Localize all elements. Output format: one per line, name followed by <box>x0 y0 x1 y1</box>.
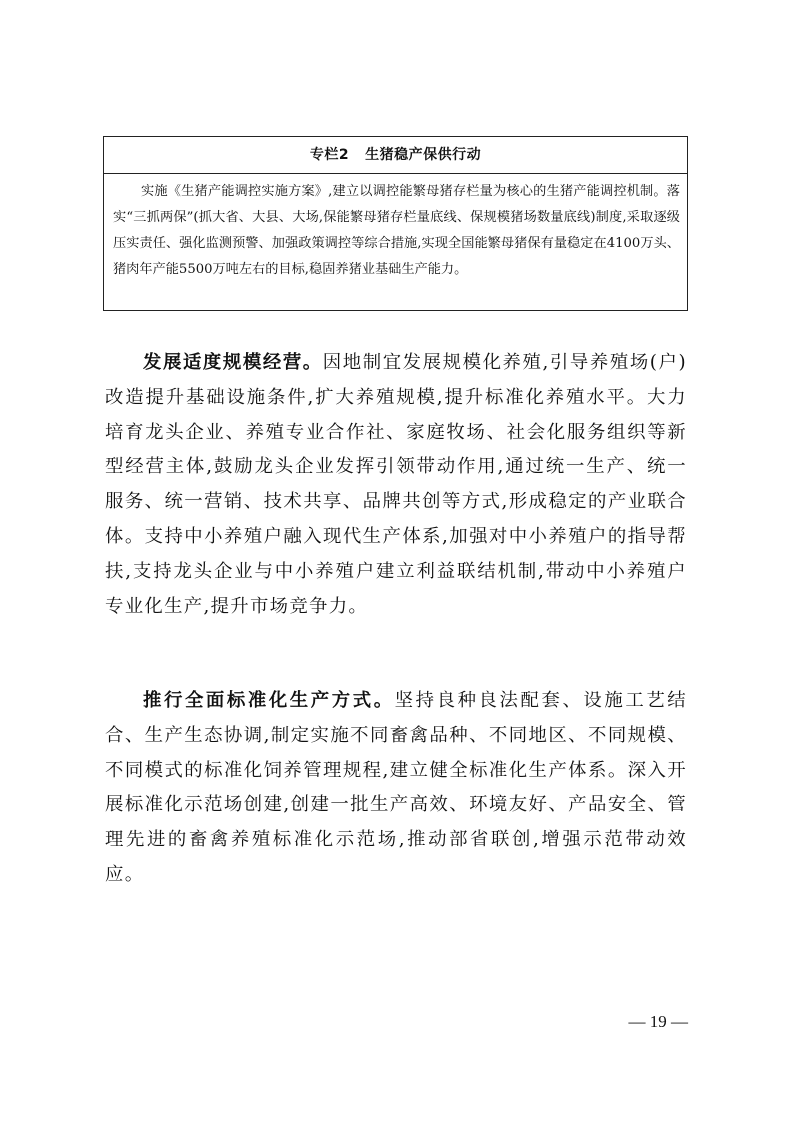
paragraph-text: 因地制宜发展规模化养殖,引导养殖场(户)改造提升基础设施条件,扩大养殖规模,提升标准化养殖水平。大力培育龙头企业、养殖专业合作社、家庭牧场、社会化服务组织等新型经营主体,鼓励龙头企业发挥引领带动作用,通过统一生产、统一服务、统一营销、技术共享、品牌共创等方式,形成稳定的产业联合体。支持中小养殖户融入现代生产体系,加强对中小养殖户的指导帮扶,支持龙头企业与中小养殖户建立利益联结机制,带动中小养殖户专业化生产,提升市场竞争力。 <box>105 352 688 617</box>
page-number: — 19 — <box>628 1012 688 1031</box>
paragraph-text: 坚持良种良法配套、设施工艺结合、生产生态协调,制定实施不同畜禽品种、不同地区、不同规模、不同模式的标准化饲养管理规程,建立健全标准化生产体系。深入开展标准化示范场创建,创建一批生产高效、环境友好、产品安全、管理先进的畜禽养殖标准化示范场,推动部省联创,增强示范带动效应。 <box>105 690 687 885</box>
column-box-label: 专栏2 <box>309 147 350 163</box>
column-box <box>103 136 688 311</box>
column-box-body: 实施《生猪产能调控实施方案》,建立以调控能繁母猪存栏量为核心的生猪产能调控机制。落实“三抓两保”(抓大省、大县、大场,保能繁母猪存栏量底线、保规模猪场数量底线)制度,采取逐级压实责任、强化监测预警、加强政策调控等综合措施,实现全国能繁母猪保有量稳定在4100万头、猪肉年产能5500万吨左右的目标,稳固养猪业基础生产能力。 <box>113 184 680 277</box>
paragraph-lead: 发展适度规模经营。 <box>143 352 323 373</box>
paragraph-lead: 推行全面标准化生产方式。 <box>143 690 395 711</box>
column-box-header <box>104 137 687 174</box>
paragraph-scale-operation <box>105 346 687 624</box>
paragraph-standardized-production <box>105 684 687 893</box>
column-box-title: 生猪稳产保供行动 <box>365 147 482 163</box>
